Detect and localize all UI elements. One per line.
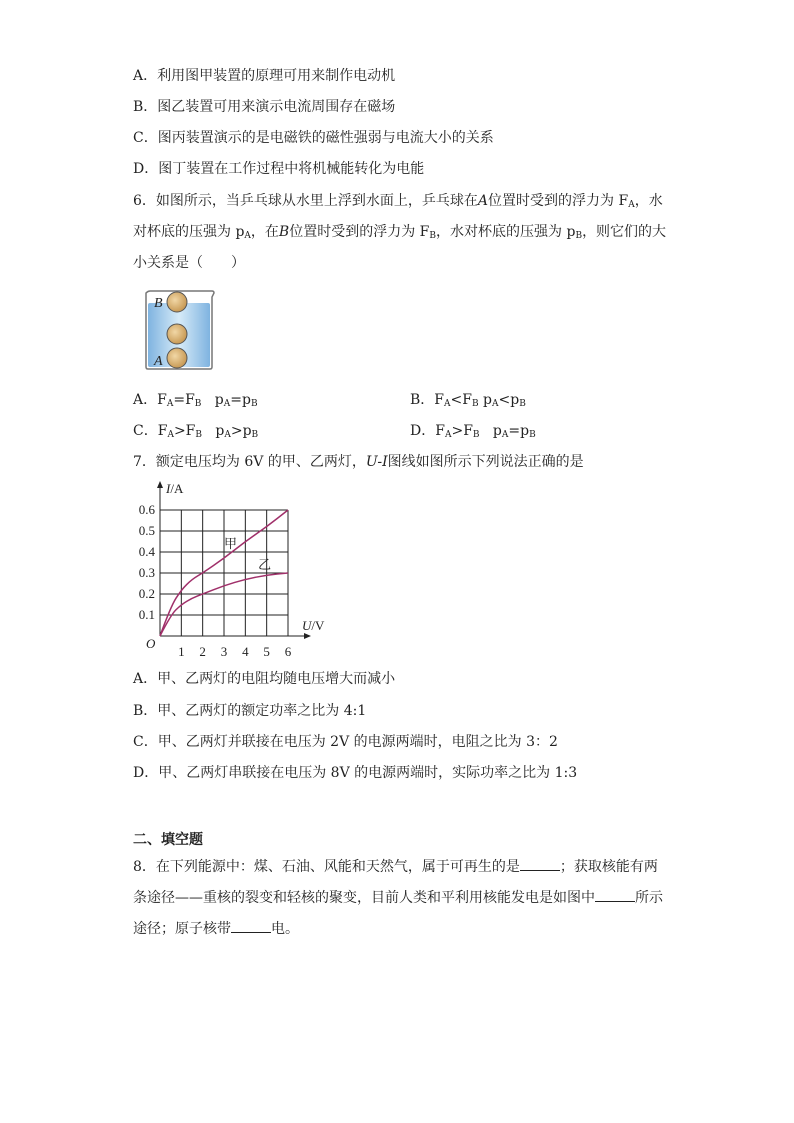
ui-chart bbox=[128, 478, 344, 660]
x-tick-label: 4 bbox=[242, 644, 249, 659]
q8-line2: 条途径——重核的裂变和轻核的聚变，目前人类和平利用核能发电是如图中 所示 bbox=[133, 890, 663, 906]
series-label-2: 乙 bbox=[258, 556, 272, 572]
x-tick-label: 6 bbox=[284, 644, 292, 659]
x-axis-label: U/V bbox=[302, 618, 325, 633]
ball-b bbox=[167, 292, 187, 312]
y-tick-label: 0.2 bbox=[138, 586, 155, 601]
q8-line1: 8．在下列能源中：煤、石油、风能和天然气，属于可再生的是 ；获取核能有两 bbox=[133, 859, 658, 875]
x-tick-label: 1 bbox=[178, 644, 185, 659]
q5-option-d: D．图丁装置在工作过程中将机械能转化为电能 bbox=[133, 161, 425, 177]
q6-stem-line2: 对杯底的压强为 $p_A$，在B位置时受到的浮力为 $F_B$，水对杯底的压强为 $p_B$，则它们的大 bbox=[133, 224, 667, 241]
q5-option-a: A．利用图甲装置的原理可用来制作电动机 bbox=[133, 68, 396, 84]
q7-option-a: A．甲、乙两灯的电阻均随电压增大而减小 bbox=[133, 671, 396, 687]
q7-option-c: C．甲、乙两灯并联接在电压为 2V 的电源两端时，电阻之比为 3：2 bbox=[133, 734, 558, 750]
label-a: A bbox=[154, 354, 163, 369]
x-axis-arrow bbox=[304, 633, 311, 639]
section-title: 二、填空题 bbox=[133, 832, 203, 848]
q6-option-b: B．$F_A<F_B$ $p_A<p_B$ bbox=[410, 392, 526, 409]
y-tick-label: 0.6 bbox=[138, 502, 155, 517]
ball-middle bbox=[167, 324, 187, 344]
q8-line3: 途径；原子核带 电。 bbox=[133, 921, 299, 937]
beaker-figure bbox=[142, 287, 218, 371]
q5-option-b: B．图乙装置可用来演示电流周围存在磁场 bbox=[133, 99, 396, 115]
q6-option-c: C．$F_A>F_B$ $p_A>p_B$ bbox=[133, 423, 259, 440]
x-tick-label: 3 bbox=[220, 644, 228, 659]
q6-stem-line3: 小关系是（ ） bbox=[133, 255, 245, 271]
q7-option-b: B．甲、乙两灯的额定功率之比为 4:1 bbox=[133, 703, 367, 719]
x-tick-label: 5 bbox=[263, 644, 270, 659]
q8-blank-3[interactable] bbox=[231, 920, 271, 933]
ball-a bbox=[167, 348, 187, 368]
q6-option-a: A．$F_A=F_B$ $p_A=p_B$ bbox=[133, 392, 258, 409]
q6-stem-line1: 6．如图所示，当乒乓球从水里上浮到水面上，乒乓球在A位置时受到的浮力为 $F_A$，水 bbox=[133, 193, 663, 210]
y-tick-label: 0.5 bbox=[138, 523, 155, 538]
y-axis-arrow bbox=[157, 481, 163, 488]
label-b: B bbox=[154, 296, 163, 311]
q7-option-d: D．甲、乙两灯串联接在电压为 8V 的电源两端时，实际功率之比为 1:3 bbox=[133, 765, 578, 781]
series-label-1: 甲 bbox=[224, 535, 238, 551]
y-tick-label: 0.1 bbox=[138, 607, 155, 622]
q7-stem: 7．额定电压均为 6V 的甲、乙两灯，U-I图线如图所示下列说法正确的是 bbox=[133, 454, 584, 470]
q8-blank-2[interactable] bbox=[595, 889, 635, 902]
q6-option-d: D．$F_A>F_B$ $p_A=p_B$ bbox=[410, 423, 536, 440]
x-tick-label: 2 bbox=[199, 644, 206, 659]
origin-label: O bbox=[146, 636, 156, 651]
y-axis-label: I/A bbox=[166, 481, 184, 496]
q8-blank-1[interactable] bbox=[520, 858, 560, 871]
q5-option-c: C．图丙装置演示的是电磁铁的磁性强弱与电流大小的关系 bbox=[133, 130, 494, 146]
y-tick-label: 0.4 bbox=[138, 544, 155, 559]
y-tick-label: 0.3 bbox=[138, 565, 155, 580]
